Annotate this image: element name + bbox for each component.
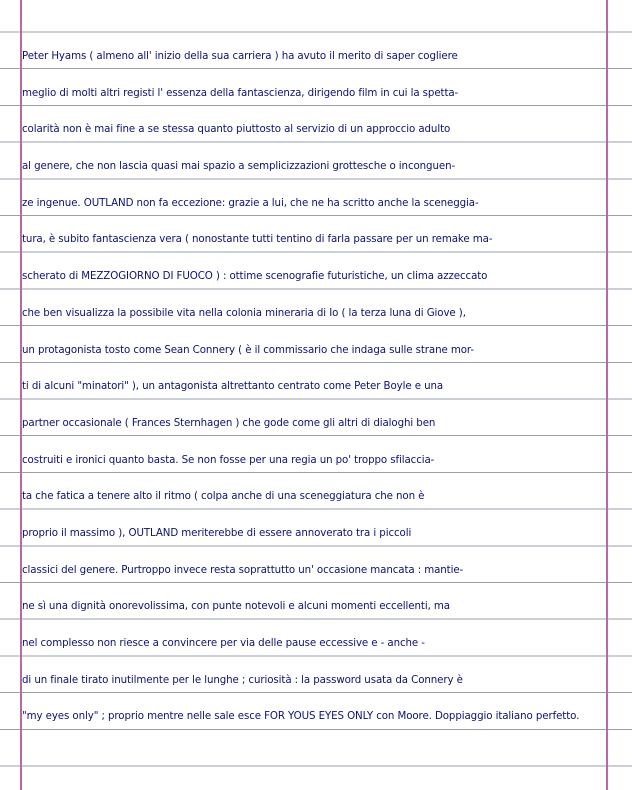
text-line-14: proprio il massimo ), OUTLAND meriterebbe di essere annoverato tra i piccoli — [22, 526, 412, 539]
text-line-6: tura, è subito fantascienza vera ( nonostante tutti tentino di farla passare per un remake ma- — [22, 233, 493, 246]
text-line-3: colarità non è mai fine a se stessa quanto piuttosto al servizio di un approccio adulto — [22, 123, 451, 136]
text-line-18: di un finale tirato inutilmente per le lunghe ; curiosità : la password usata da Connery è — [22, 673, 463, 686]
text-line-9: un protagonista tosto come Sean Connery ( è il commissario che indaga sulle strane mor- — [22, 343, 474, 356]
text-line-1: Peter Hyams ( almeno all' inizio della sua carriera ) ha avuto il merito di saper cogliere — [22, 50, 458, 62]
text-line-8: che ben visualizza la possibile vita nella colonia mineraria di Io ( la terza luna di Giove ), — [22, 306, 466, 319]
text-line-16: ne sì una dignità onorevolissima, con punte notevoli e alcuni momenti eccellenti, ma — [22, 600, 450, 613]
text-line-15: classici del genere. Purtroppo invece resta soprattutto un' occasione mancata : mantie- — [22, 563, 464, 576]
text-line-13: ta che fatica a tenere alto il ritmo ( colpa anche di una sceneggiatura che non è — [22, 490, 425, 503]
text-line-10: ti di alcuni "minatori" ), un antagonista altrettanto centrato come Peter Boyle e una — [22, 380, 444, 393]
text-line-2: meglio di molti altri registi l' essenza della fantascienza, dirigendo film in cui la spetta- — [22, 86, 459, 99]
text-line-5: ze ingenue. OUTLAND non fa eccezione: grazie a lui, che ne ha scritto anche la sceneggia- — [22, 196, 479, 209]
text-line-7: scherato di MEZZOGIORNO DI FUOCO ) : ottime scenografie futuristiche, un clima azzeccato — [22, 270, 488, 283]
text-line-12: costruiti e ironici quanto basta. Se non fosse per una regia un po' troppo sfilaccia- — [22, 453, 435, 466]
text-line-4: al genere, che non lascia quasi mai spazio a semplicizzazioni grottesche o inconguen- — [22, 160, 456, 173]
text-line-17: nel complesso non riesce a convincere per via delle pause eccessive e - anche - — [22, 637, 425, 649]
handwritten-review-text — [22, 38, 614, 735]
text-line-11: partner occasionale ( Frances Sternhagen ) che gode come gli altri di dialoghi ben — [22, 416, 436, 429]
text-line-19: "my eyes only" ; proprio mentre nelle sale esce FOR YOUS EYES ONLY con Moore. Doppiaggio italiano perfetto. — [22, 710, 580, 723]
